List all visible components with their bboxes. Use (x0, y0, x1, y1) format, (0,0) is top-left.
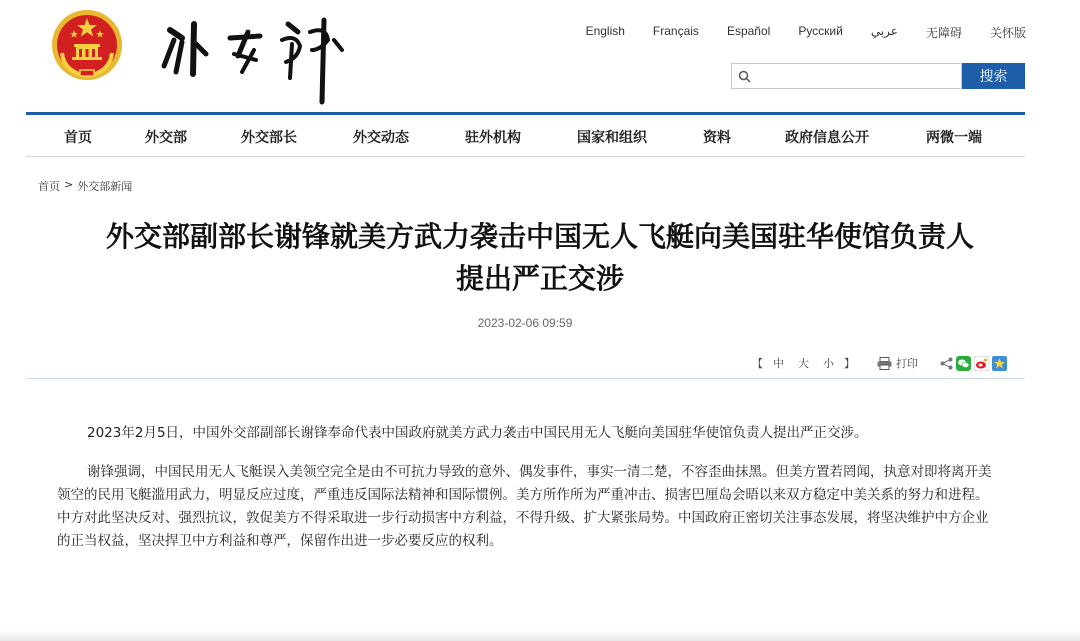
page-title-line2: 提出严正交涉 (455, 262, 624, 295)
nav-item-minister[interactable]: 外交部长 (241, 130, 297, 146)
bracket-close: 】 (844, 357, 855, 370)
page-bottom-edge (0, 630, 1080, 641)
accessibility-link[interactable]: 无障碍 (925, 26, 962, 40)
lang-russian-link[interactable]: Русский (798, 24, 843, 38)
search-box (731, 63, 962, 89)
weibo-icon[interactable] (974, 356, 989, 371)
publish-date: 2023-02-06 09:59 (477, 316, 573, 330)
care-mode-link[interactable]: 关怀版 (989, 26, 1026, 40)
main-nav (26, 115, 1025, 155)
language-links (558, 24, 1026, 41)
nav-item-ministry[interactable]: 外交部 (145, 130, 187, 146)
font-size-medium-button[interactable]: 中 (773, 357, 784, 370)
site-logo[interactable] (160, 10, 360, 106)
article-paragraph: 谢锋强调，中国民用无人飞艇误入美领空完全是由不可抗力导致的意外、偶发事件，事实一清二楚，不容歪曲抹黑。但美方置若罔闻，执意对即将离开美领空的民用飞艇滥用武力，明显反应过度，严重违反国际法精神和国际惯例。美方所作所为严重冲击、损害巴厘岛会晤以来双方稳定中美关系的努力和进程。中方对此坚决反对、强烈抗议，敦促美方不得采取进一步行动损害中方利益，不得升级、扩大紧张局势。中国政府正密切关注事态发展，将坚决维护中方企业的正当权益，坚决捍卫中方利益和尊严，保留作出进一步必要反应的权利。 (57, 464, 992, 549)
search-input[interactable] (754, 67, 954, 85)
nav-item-social[interactable]: 两微一端 (926, 130, 982, 146)
breadcrumb-separator: > (64, 178, 74, 191)
search-bar (731, 63, 1025, 89)
print-label: 打印 (896, 357, 918, 370)
article-body (57, 422, 997, 569)
page-title-line1: 外交部副部长谢锋就美方武力袭击中国无人飞艇向美国驻华使馆负责人 (105, 220, 974, 253)
font-size-large-button[interactable]: 大 (798, 357, 809, 370)
font-size-controls (752, 355, 855, 371)
breadcrumb-current[interactable]: 外交部新闻 (77, 180, 133, 193)
breadcrumb (38, 178, 132, 194)
nav-item-activities[interactable]: 外交动态 (353, 130, 409, 146)
lang-english-link[interactable]: English (585, 24, 625, 38)
printer-icon (877, 357, 892, 370)
lang-french-link[interactable]: Français (652, 24, 699, 38)
share-icons (940, 356, 1007, 371)
national-emblem-icon[interactable] (50, 8, 124, 82)
nav-item-gov-info[interactable]: 政府信息公开 (785, 130, 869, 146)
nav-item-resources[interactable]: 资料 (703, 130, 731, 146)
share-icon[interactable] (940, 357, 953, 370)
site-header (0, 0, 1080, 112)
wechat-icon[interactable] (956, 356, 971, 371)
print-button[interactable] (877, 355, 918, 371)
nav-item-countries[interactable]: 国家和组织 (577, 130, 647, 146)
bracket-open: 【 (752, 357, 763, 370)
lang-spanish-link[interactable]: Español (726, 24, 771, 38)
search-icon (738, 70, 751, 83)
breadcrumb-home[interactable]: 首页 (38, 180, 60, 193)
nav-item-home[interactable]: 首页 (64, 130, 92, 146)
nav-bottom-divider (26, 156, 1025, 157)
content-divider (26, 378, 1025, 379)
article-paragraph: 2023年2月5日，中国外交部副部长谢锋奉命代表中国政府就美方武力袭击中国民用无人飞艇向美国驻华使馆负责人提出严正交涉。 (87, 425, 868, 441)
nav-item-missions[interactable]: 驻外机构 (465, 130, 521, 146)
font-size-small-button[interactable]: 小 (823, 357, 834, 370)
favorite-star-icon[interactable] (992, 356, 1007, 371)
search-button[interactable]: 搜索 (962, 63, 1025, 89)
page-title (40, 216, 1040, 300)
article-tools (752, 354, 1007, 372)
lang-arabic-link[interactable]: عربي (870, 24, 898, 38)
